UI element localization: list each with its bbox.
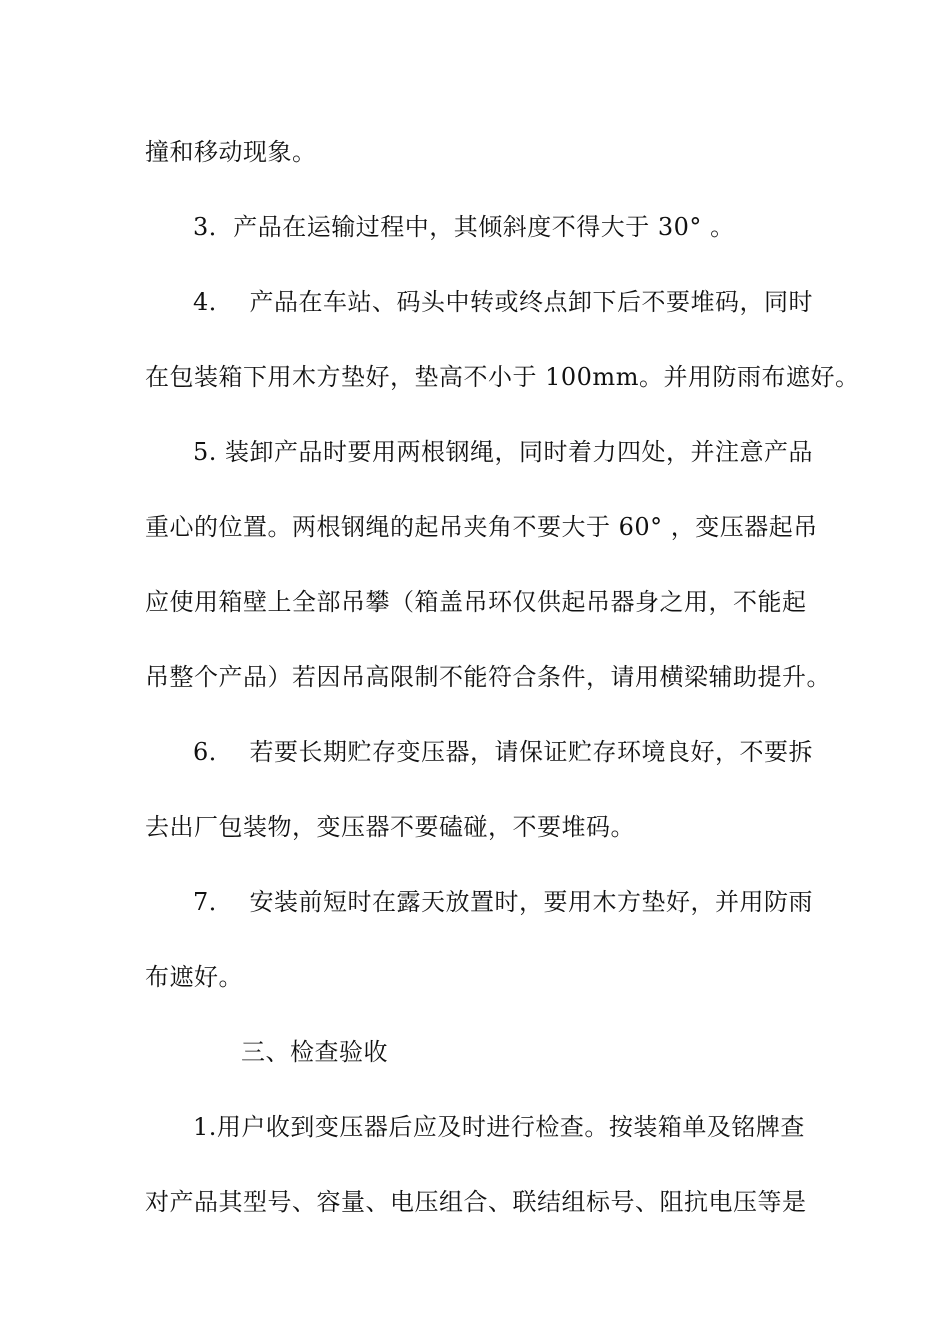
text-line: 撞和移动现象。 xyxy=(145,138,317,166)
text-line: 重心的位置。两根钢绳的起吊夹角不要大于 60° ，变压器起吊 xyxy=(145,513,818,541)
list-item-3: 3．产品在运输过程中，其倾斜度不得大于 30° 。 xyxy=(193,213,735,241)
section-heading: 三、检查验收 xyxy=(241,1038,388,1066)
list-item-6: 6． 若要长期贮存变压器，请保证贮存环境良好，不要拆 xyxy=(193,738,814,766)
list-item-7: 7． 安装前短时在露天放置时，要用木方垫好，并用防雨 xyxy=(193,888,814,916)
text-line: 在包装箱下用木方垫好，垫高不小于 100mm。并用防雨布遮好。 xyxy=(145,363,860,391)
text-line: 应使用箱壁上全部吊攀（箱盖吊环仅供起吊器身之用，不能起 xyxy=(145,588,807,616)
text-line: 吊整个产品）若因吊高限制不能符合条件，请用横梁辅助提升。 xyxy=(145,663,831,691)
text-line: 对产品其型号、容量、电压组合、联结组标号、阻抗电压等是 xyxy=(145,1188,807,1216)
text-line: 去出厂包装物，变压器不要磕碰，不要堆码。 xyxy=(145,813,635,841)
text-line: 布遮好。 xyxy=(145,963,243,991)
list-item-5: 5. 装卸产品时要用两根钢绳，同时着力四处，并注意产品 xyxy=(193,438,814,466)
list-item-1: 1.用户收到变压器后应及时进行检查。按装箱单及铭牌查 xyxy=(193,1113,805,1141)
list-item-4: 4． 产品在车站、码头中转或终点卸下后不要堆码，同时 xyxy=(193,288,814,316)
